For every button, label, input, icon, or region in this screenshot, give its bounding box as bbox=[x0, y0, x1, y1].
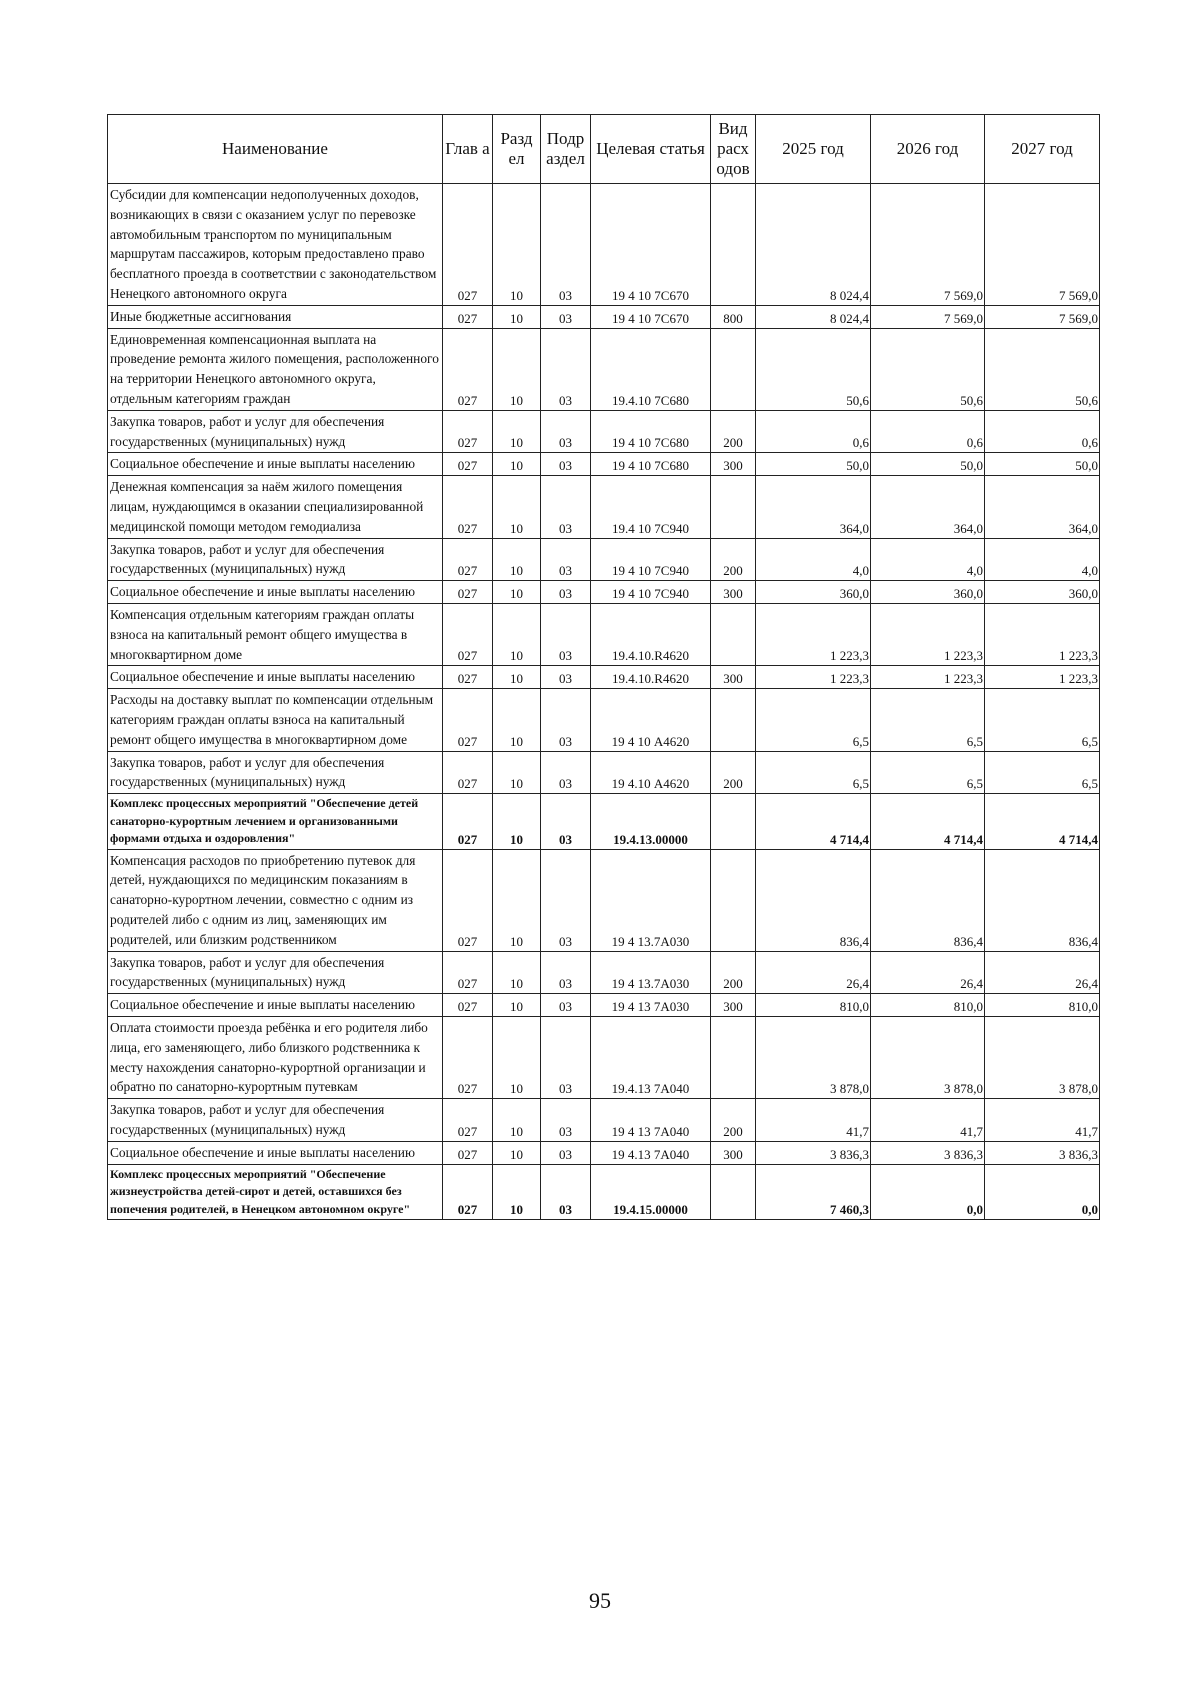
cell-tselevaya: 19 4 10 А4620 bbox=[591, 689, 711, 751]
cell-vid: 300 bbox=[711, 581, 756, 604]
cell-y2025: 4,0 bbox=[756, 538, 871, 581]
cell-y2027: 4 714,4 bbox=[985, 794, 1100, 850]
cell-name: Оплата стоимости проезда ребёнка и его родителя либо лица, его заменяющего, либо близкого родственника к месту нахождения санаторно-курортной организации и обратно по санаторно-курортным путевкам bbox=[108, 1016, 443, 1098]
table-row bbox=[108, 305, 1100, 328]
cell-podrazdel: 03 bbox=[541, 794, 591, 850]
cell-vid: 200 bbox=[711, 751, 756, 794]
cell-y2026: 1 223,3 bbox=[871, 603, 985, 665]
cell-y2025: 360,0 bbox=[756, 581, 871, 604]
cell-vid: 300 bbox=[711, 666, 756, 689]
header-name: Наименование bbox=[108, 115, 443, 184]
cell-glava: 027 bbox=[443, 751, 493, 794]
cell-y2026: 364,0 bbox=[871, 476, 985, 538]
cell-vid bbox=[711, 184, 756, 306]
cell-razdel: 10 bbox=[493, 184, 541, 306]
cell-y2025: 836,4 bbox=[756, 849, 871, 951]
cell-vid bbox=[711, 794, 756, 850]
cell-vid bbox=[711, 1164, 756, 1220]
cell-glava: 027 bbox=[443, 1141, 493, 1164]
cell-razdel: 10 bbox=[493, 666, 541, 689]
cell-y2027: 1 223,3 bbox=[985, 666, 1100, 689]
cell-glava: 027 bbox=[443, 305, 493, 328]
cell-y2027: 3 878,0 bbox=[985, 1016, 1100, 1098]
cell-y2026: 6,5 bbox=[871, 689, 985, 751]
table-row bbox=[108, 666, 1100, 689]
cell-glava: 027 bbox=[443, 328, 493, 410]
cell-y2025: 50,6 bbox=[756, 328, 871, 410]
cell-tselevaya: 19 4 13.7А030 bbox=[591, 951, 711, 994]
cell-y2026: 7 569,0 bbox=[871, 184, 985, 306]
cell-glava: 027 bbox=[443, 1016, 493, 1098]
cell-razdel: 10 bbox=[493, 328, 541, 410]
cell-vid bbox=[711, 476, 756, 538]
cell-razdel: 10 bbox=[493, 603, 541, 665]
cell-podrazdel: 03 bbox=[541, 581, 591, 604]
cell-glava: 027 bbox=[443, 951, 493, 994]
cell-y2025: 4 714,4 bbox=[756, 794, 871, 850]
cell-name: Расходы на доставку выплат по компенсации отдельным категориям граждан оплаты взноса на капитальный ремонт общего имущества в многоквартирном доме bbox=[108, 689, 443, 751]
table-row bbox=[108, 751, 1100, 794]
table-row bbox=[108, 1164, 1100, 1220]
cell-vid bbox=[711, 328, 756, 410]
cell-name: Закупка товаров, работ и услуг для обеспечения государственных (муниципальных) нужд bbox=[108, 1099, 443, 1142]
cell-tselevaya: 19 4 13 7А040 bbox=[591, 1099, 711, 1142]
cell-y2025: 6,5 bbox=[756, 689, 871, 751]
cell-y2027: 3 836,3 bbox=[985, 1141, 1100, 1164]
cell-y2026: 360,0 bbox=[871, 581, 985, 604]
cell-tselevaya: 19 4.13 7А040 bbox=[591, 1141, 711, 1164]
cell-y2027: 6,5 bbox=[985, 751, 1100, 794]
table-row bbox=[108, 1141, 1100, 1164]
cell-tselevaya: 19.4.10.R4620 bbox=[591, 666, 711, 689]
cell-y2025: 41,7 bbox=[756, 1099, 871, 1142]
cell-glava: 027 bbox=[443, 994, 493, 1017]
cell-tselevaya: 19.4.10.R4620 bbox=[591, 603, 711, 665]
cell-name: Социальное обеспечение и иные выплаты населению bbox=[108, 994, 443, 1017]
cell-podrazdel: 03 bbox=[541, 994, 591, 1017]
cell-y2027: 50,6 bbox=[985, 328, 1100, 410]
cell-y2026: 1 223,3 bbox=[871, 666, 985, 689]
cell-y2026: 3 878,0 bbox=[871, 1016, 985, 1098]
cell-glava: 027 bbox=[443, 849, 493, 951]
cell-y2025: 7 460,3 bbox=[756, 1164, 871, 1220]
cell-podrazdel: 03 bbox=[541, 1141, 591, 1164]
cell-y2026: 0,0 bbox=[871, 1164, 985, 1220]
cell-glava: 027 bbox=[443, 184, 493, 306]
cell-y2027: 26,4 bbox=[985, 951, 1100, 994]
cell-y2027: 4,0 bbox=[985, 538, 1100, 581]
cell-razdel: 10 bbox=[493, 1141, 541, 1164]
table-row bbox=[108, 1016, 1100, 1098]
cell-razdel: 10 bbox=[493, 794, 541, 850]
cell-y2026: 836,4 bbox=[871, 849, 985, 951]
cell-glava: 027 bbox=[443, 410, 493, 453]
table-row bbox=[108, 410, 1100, 453]
cell-glava: 027 bbox=[443, 689, 493, 751]
cell-y2026: 6,5 bbox=[871, 751, 985, 794]
cell-y2027: 1 223,3 bbox=[985, 603, 1100, 665]
cell-podrazdel: 03 bbox=[541, 1016, 591, 1098]
cell-razdel: 10 bbox=[493, 538, 541, 581]
cell-tselevaya: 19 4 10 7С670 bbox=[591, 305, 711, 328]
cell-tselevaya: 19.4.10 7С680 bbox=[591, 328, 711, 410]
table-row bbox=[108, 794, 1100, 850]
cell-tselevaya: 19.4.13 7А040 bbox=[591, 1016, 711, 1098]
cell-vid: 300 bbox=[711, 1141, 756, 1164]
cell-razdel: 10 bbox=[493, 994, 541, 1017]
cell-name: Социальное обеспечение и иные выплаты населению bbox=[108, 666, 443, 689]
cell-tselevaya: 19 4 13 7А030 bbox=[591, 994, 711, 1017]
table-row bbox=[108, 951, 1100, 994]
cell-podrazdel: 03 bbox=[541, 666, 591, 689]
cell-y2027: 41,7 bbox=[985, 1099, 1100, 1142]
cell-podrazdel: 03 bbox=[541, 538, 591, 581]
cell-vid bbox=[711, 689, 756, 751]
header-tselevaya: Целевая статья bbox=[591, 115, 711, 184]
cell-y2027: 836,4 bbox=[985, 849, 1100, 951]
cell-tselevaya: 19 4 10 7С680 bbox=[591, 410, 711, 453]
page-number: 95 bbox=[589, 1588, 611, 1613]
cell-y2025: 1 223,3 bbox=[756, 603, 871, 665]
cell-name: Социальное обеспечение и иные выплаты населению bbox=[108, 1141, 443, 1164]
header-podrazdel: Подр аздел bbox=[541, 115, 591, 184]
cell-name: Социальное обеспечение и иные выплаты населению bbox=[108, 581, 443, 604]
table-row bbox=[108, 453, 1100, 476]
cell-name: Социальное обеспечение и иные выплаты населению bbox=[108, 453, 443, 476]
table-row bbox=[108, 849, 1100, 951]
cell-y2025: 50,0 bbox=[756, 453, 871, 476]
cell-razdel: 10 bbox=[493, 1016, 541, 1098]
cell-tselevaya: 19 4 10 7С940 bbox=[591, 581, 711, 604]
cell-name: Единовременная компенсационная выплата на проведение ремонта жилого помещения, расположенного на территории Ненецкого автономного округа, отдельным категориям граждан bbox=[108, 328, 443, 410]
cell-glava: 027 bbox=[443, 581, 493, 604]
cell-y2026: 50,0 bbox=[871, 453, 985, 476]
cell-y2026: 4,0 bbox=[871, 538, 985, 581]
cell-glava: 027 bbox=[443, 476, 493, 538]
header-2025: 2025 год bbox=[756, 115, 871, 184]
cell-razdel: 10 bbox=[493, 951, 541, 994]
cell-vid: 200 bbox=[711, 951, 756, 994]
cell-y2027: 50,0 bbox=[985, 453, 1100, 476]
cell-y2027: 0,0 bbox=[985, 1164, 1100, 1220]
cell-vid: 200 bbox=[711, 410, 756, 453]
cell-y2025: 8 024,4 bbox=[756, 305, 871, 328]
cell-y2026: 26,4 bbox=[871, 951, 985, 994]
cell-podrazdel: 03 bbox=[541, 1164, 591, 1220]
cell-vid bbox=[711, 603, 756, 665]
cell-y2027: 0,6 bbox=[985, 410, 1100, 453]
cell-name: Закупка товаров, работ и услуг для обеспечения государственных (муниципальных) нужд bbox=[108, 410, 443, 453]
cell-y2025: 8 024,4 bbox=[756, 184, 871, 306]
table-row bbox=[108, 994, 1100, 1017]
header-vid: Вид расх одов bbox=[711, 115, 756, 184]
cell-y2025: 26,4 bbox=[756, 951, 871, 994]
cell-name: Компенсация расходов по приобретению путевок для детей, нуждающихся по медицинским показаниям в санаторно-курортном лечении, совместно с одним из родителей либо с одним из лиц, заменяющих им родителей, или близким родственником bbox=[108, 849, 443, 951]
table-header bbox=[108, 115, 1100, 184]
cell-name: Закупка товаров, работ и услуг для обеспечения государственных (муниципальных) нужд bbox=[108, 538, 443, 581]
cell-podrazdel: 03 bbox=[541, 751, 591, 794]
cell-tselevaya: 19.4 10 7С940 bbox=[591, 476, 711, 538]
cell-tselevaya: 19 4 10 7С940 bbox=[591, 538, 711, 581]
cell-name: Денежная компенсация за наём жилого помещения лицам, нуждающимся в оказании специализированной медицинской помощи методом гемодиализа bbox=[108, 476, 443, 538]
cell-tselevaya: 19 4 10 7С680 bbox=[591, 453, 711, 476]
cell-podrazdel: 03 bbox=[541, 476, 591, 538]
cell-name: Комплекс процессных мероприятий "Обеспечение детей санаторно-курортным лечением и организованными формами отдыха и оздоровления" bbox=[108, 794, 443, 850]
header-glava: Глав а bbox=[443, 115, 493, 184]
table-row bbox=[108, 603, 1100, 665]
cell-glava: 027 bbox=[443, 453, 493, 476]
cell-glava: 027 bbox=[443, 1164, 493, 1220]
table-row bbox=[108, 1099, 1100, 1142]
cell-tselevaya: 19 4 13.7А030 bbox=[591, 849, 711, 951]
header-2027: 2027 год bbox=[985, 115, 1100, 184]
cell-podrazdel: 03 bbox=[541, 453, 591, 476]
cell-vid: 200 bbox=[711, 1099, 756, 1142]
cell-tselevaya: 19 4.10 А4620 bbox=[591, 751, 711, 794]
cell-y2027: 7 569,0 bbox=[985, 305, 1100, 328]
cell-glava: 027 bbox=[443, 1099, 493, 1142]
cell-razdel: 10 bbox=[493, 1164, 541, 1220]
cell-glava: 027 bbox=[443, 603, 493, 665]
cell-razdel: 10 bbox=[493, 751, 541, 794]
cell-y2025: 0,6 bbox=[756, 410, 871, 453]
cell-podrazdel: 03 bbox=[541, 951, 591, 994]
cell-vid: 300 bbox=[711, 994, 756, 1017]
cell-y2025: 810,0 bbox=[756, 994, 871, 1017]
table-row bbox=[108, 184, 1100, 306]
cell-podrazdel: 03 bbox=[541, 328, 591, 410]
cell-glava: 027 bbox=[443, 666, 493, 689]
cell-razdel: 10 bbox=[493, 476, 541, 538]
cell-y2027: 364,0 bbox=[985, 476, 1100, 538]
cell-y2027: 810,0 bbox=[985, 994, 1100, 1017]
cell-podrazdel: 03 bbox=[541, 305, 591, 328]
table-row bbox=[108, 328, 1100, 410]
cell-y2025: 3 836,3 bbox=[756, 1141, 871, 1164]
cell-glava: 027 bbox=[443, 794, 493, 850]
header-razdel: Разд ел bbox=[493, 115, 541, 184]
cell-name: Компенсация отдельным категориям граждан оплаты взноса на капитальный ремонт общего имущества в многоквартирном доме bbox=[108, 603, 443, 665]
cell-y2027: 7 569,0 bbox=[985, 184, 1100, 306]
cell-podrazdel: 03 bbox=[541, 689, 591, 751]
cell-vid: 200 bbox=[711, 538, 756, 581]
cell-razdel: 10 bbox=[493, 305, 541, 328]
cell-name: Иные бюджетные ассигнования bbox=[108, 305, 443, 328]
cell-razdel: 10 bbox=[493, 689, 541, 751]
cell-razdel: 10 bbox=[493, 849, 541, 951]
cell-y2026: 4 714,4 bbox=[871, 794, 985, 850]
cell-vid bbox=[711, 1016, 756, 1098]
cell-razdel: 10 bbox=[493, 1099, 541, 1142]
table-row bbox=[108, 689, 1100, 751]
cell-tselevaya: 19.4.15.00000 bbox=[591, 1164, 711, 1220]
table-body bbox=[108, 184, 1100, 1220]
cell-y2026: 3 836,3 bbox=[871, 1141, 985, 1164]
cell-razdel: 10 bbox=[493, 581, 541, 604]
cell-y2025: 6,5 bbox=[756, 751, 871, 794]
cell-name: Комплекс процессных мероприятий "Обеспечение жизнеустройства детей-сирот и детей, оставшихся без попечения родителей, в Ненецком автономном округе" bbox=[108, 1164, 443, 1220]
cell-podrazdel: 03 bbox=[541, 1099, 591, 1142]
cell-y2026: 0,6 bbox=[871, 410, 985, 453]
cell-y2026: 41,7 bbox=[871, 1099, 985, 1142]
cell-y2025: 1 223,3 bbox=[756, 666, 871, 689]
header-2026: 2026 год bbox=[871, 115, 985, 184]
cell-podrazdel: 03 bbox=[541, 184, 591, 306]
cell-y2026: 7 569,0 bbox=[871, 305, 985, 328]
cell-y2027: 360,0 bbox=[985, 581, 1100, 604]
table-row bbox=[108, 581, 1100, 604]
budget-table bbox=[107, 114, 1100, 1220]
cell-vid: 800 bbox=[711, 305, 756, 328]
cell-razdel: 10 bbox=[493, 453, 541, 476]
cell-podrazdel: 03 bbox=[541, 410, 591, 453]
cell-name: Субсидии для компенсации недополученных доходов, возникающих в связи с оказанием услуг по перевозке автомобильным транспортом по муниципальным маршрутам пассажиров, которым предоставлено право бесплатного проезда в соответствии с законодательством Ненецкого автономного округа bbox=[108, 184, 443, 306]
cell-tselevaya: 19 4 10 7С670 bbox=[591, 184, 711, 306]
cell-name: Закупка товаров, работ и услуг для обеспечения государственных (муниципальных) нужд bbox=[108, 751, 443, 794]
cell-podrazdel: 03 bbox=[541, 849, 591, 951]
cell-y2025: 3 878,0 bbox=[756, 1016, 871, 1098]
cell-glava: 027 bbox=[443, 538, 493, 581]
cell-name: Закупка товаров, работ и услуг для обеспечения государственных (муниципальных) нужд bbox=[108, 951, 443, 994]
cell-razdel: 10 bbox=[493, 410, 541, 453]
cell-vid: 300 bbox=[711, 453, 756, 476]
cell-y2026: 810,0 bbox=[871, 994, 985, 1017]
cell-y2025: 364,0 bbox=[756, 476, 871, 538]
cell-y2026: 50,6 bbox=[871, 328, 985, 410]
cell-y2027: 6,5 bbox=[985, 689, 1100, 751]
table-row bbox=[108, 538, 1100, 581]
cell-tselevaya: 19.4.13.00000 bbox=[591, 794, 711, 850]
table-row bbox=[108, 476, 1100, 538]
cell-vid bbox=[711, 849, 756, 951]
cell-podrazdel: 03 bbox=[541, 603, 591, 665]
